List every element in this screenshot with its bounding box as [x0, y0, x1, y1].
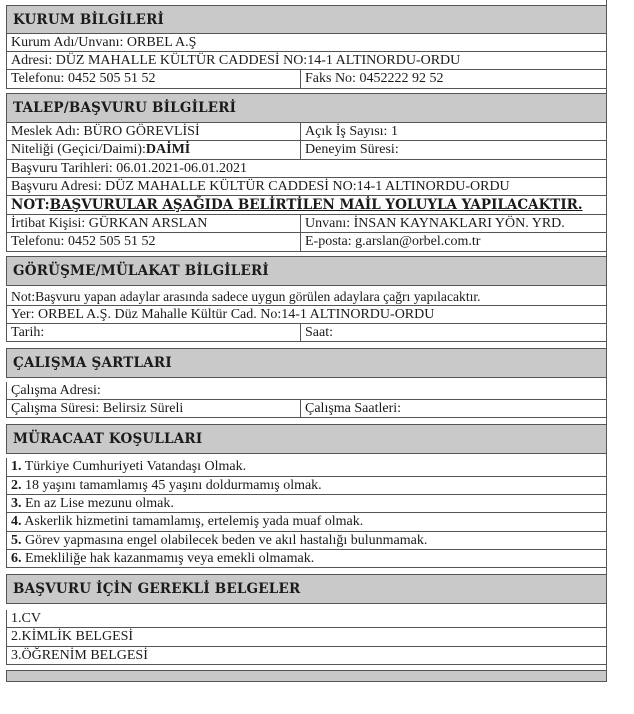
- niteligi-value: DAİMİ: [145, 142, 191, 157]
- irtibat-kisisi: İrtibat Kişisi: GÜRKAN ARSLAN: [7, 215, 301, 232]
- kurum-adi: Kurum Adı/Unvanı: ORBEL A.Ş: [11, 34, 197, 50]
- gorusme-not: Not:Başvuru yapan adaylar arasında sadece uygun görülen adaylara çağrı yapılacaktır.: [11, 288, 481, 304]
- section-header-kurum: [6, 5, 606, 34]
- condition-6: [7, 550, 606, 567]
- note-prefix: NOT:: [11, 197, 50, 213]
- list-item: [6, 495, 606, 513]
- item-text: En az Lise mezunu olmak.: [21, 495, 174, 511]
- section-title: TALEP/BAŞVURU BİLGİLERİ: [13, 100, 237, 116]
- list-item: [6, 628, 606, 647]
- gorusme-not-row: [6, 288, 606, 306]
- section-title: KURUM BİLGİLERİ: [13, 11, 165, 28]
- item-number: 3.: [11, 495, 22, 511]
- gorusme-saat: Saat:: [305, 324, 333, 340]
- basvuru-note: [7, 196, 606, 214]
- condition-1: [7, 458, 606, 476]
- basvuru-tarihleri: Başvuru Tarihleri: 06.01.2021-06.01.2021: [11, 160, 247, 176]
- section-title: GÖRÜŞME/MÜLAKAT BİLGİLERİ: [13, 263, 269, 279]
- irtibat-unvani: Unvanı: İNSAN KAYNAKLARI YÖN. YRD.: [305, 215, 565, 231]
- condition-3: [7, 495, 606, 512]
- deneyim-suresi: Deneyim Süresi:: [305, 142, 399, 157]
- kurum-telefon-row: [6, 70, 606, 89]
- gorusme-tarih: Tarih:: [7, 324, 301, 341]
- kurum-faks: Faks No: 0452222 92 52: [305, 71, 444, 86]
- irtibat-telefon: Telefonu: 0452 505 51 52: [7, 233, 301, 251]
- talep-meslek-row: [6, 123, 606, 141]
- item-number: 1.: [11, 459, 22, 474]
- section-title: ÇALIŞMA ŞARTLARI: [13, 355, 172, 371]
- condition-4: [7, 513, 606, 531]
- item-number: 2.: [11, 477, 22, 493]
- kurum-adres: [7, 52, 606, 69]
- condition-5: [7, 532, 606, 549]
- section-header-talep: [6, 93, 606, 123]
- basvuru-adresi-row: [6, 178, 606, 196]
- irtibat-eposta[interactable]: E-posta: g.arslan@orbel.com.tr: [305, 234, 481, 249]
- basvuru-adresi: Başvuru Adresi: DÜZ MAHALLE KÜLTÜR CADDESİ NO:14-1 ALTINORDU-ORDU: [11, 178, 510, 194]
- niteligi-label: Niteliği (Geçici/Daimi):: [11, 142, 146, 157]
- item-text: Görev yapmasına engel olabilecek beden ve akıl hastalığı bulunmamak.: [21, 532, 428, 548]
- item-text: Türkiye Cumhuriyeti Vatandaşı Olmak.: [21, 459, 247, 474]
- acik-is-sayisi: Açık İş Sayısı: 1: [305, 123, 398, 139]
- calisma-suresi: Çalışma Süresi: Belirsiz Süreli: [7, 400, 301, 417]
- section-header-calisma: [6, 348, 606, 378]
- calisma-adres-row: [6, 382, 606, 400]
- list-item: [6, 513, 606, 532]
- section-title: MÜRACAAT KOŞULLARI: [13, 431, 203, 447]
- calisma-adresi: Çalışma Adresi:: [11, 382, 101, 398]
- belge-1: 1.CV: [11, 610, 41, 626]
- item-text: Askerlik hizmetini tamamlamış, ertelemiş yada muaf olmak.: [21, 514, 364, 529]
- section-title: BAŞVURU İÇİN GEREKLİ BELGELER: [13, 581, 301, 597]
- kurum-adres-row: [6, 52, 606, 70]
- note-text: BAŞVURULAR AŞAĞIDA BELİRTİLEN MAİL YOLUYLA YAPILACAKTIR.: [49, 197, 583, 213]
- note-row: [6, 196, 606, 215]
- calisma-saatleri: Çalışma Saatleri:: [305, 400, 402, 416]
- item-number: 5.: [11, 532, 22, 548]
- gorusme-yer: Yer: ORBEL A.Ş. Düz Mahalle Kültür Cad. No:14-1 ALTINORDU-ORDU: [11, 306, 435, 322]
- condition-2: [7, 477, 606, 494]
- list-item: [6, 477, 606, 495]
- talep-nitelik-row: [6, 141, 606, 160]
- belge-3: 3.ÖĞRENİM BELGESİ: [11, 647, 148, 663]
- kurum-adres-text: Adresi: DÜZ MAHALLE KÜLTÜR CADDESİ NO:14-1 ALTINORDU-ORDU: [11, 52, 461, 68]
- basvuru-tarihleri-row: [6, 160, 606, 178]
- job-posting-form: [6, 0, 607, 682]
- section-header-gorusme: [6, 256, 606, 286]
- niteligi: [7, 141, 301, 159]
- item-number: 4.: [11, 514, 22, 529]
- calisma-sure-row: [6, 400, 606, 418]
- list-item: [6, 610, 606, 628]
- belge-2: 2.KİMLİK BELGESİ: [11, 629, 134, 644]
- list-item: [6, 458, 606, 477]
- item-text: Emekliliğe hak kazanmamış veya emekli olmamak.: [21, 550, 315, 566]
- gorusme-yer-row: [6, 306, 606, 324]
- gorusme-tarih-row: [6, 324, 606, 342]
- list-item: [6, 550, 606, 568]
- meslek-adi: Meslek Adı: BÜRO GÖREVLİSİ: [7, 123, 301, 140]
- section-header-next: [6, 670, 606, 682]
- list-item: [6, 532, 606, 550]
- item-text: 18 yaşını tamamlamış 45 yaşını doldurmamış olmak.: [21, 477, 322, 493]
- irtibat-iletisim-row: [6, 233, 606, 252]
- kurum-telefon: Telefonu: 0452 505 51 52: [7, 70, 301, 88]
- irtibat-row: [6, 215, 606, 233]
- list-item: [6, 647, 606, 665]
- section-header-muracaat: [6, 424, 606, 454]
- kurum-adi-row: [6, 34, 606, 52]
- section-header-belgeler: [6, 574, 606, 604]
- item-number: 6.: [11, 550, 22, 566]
